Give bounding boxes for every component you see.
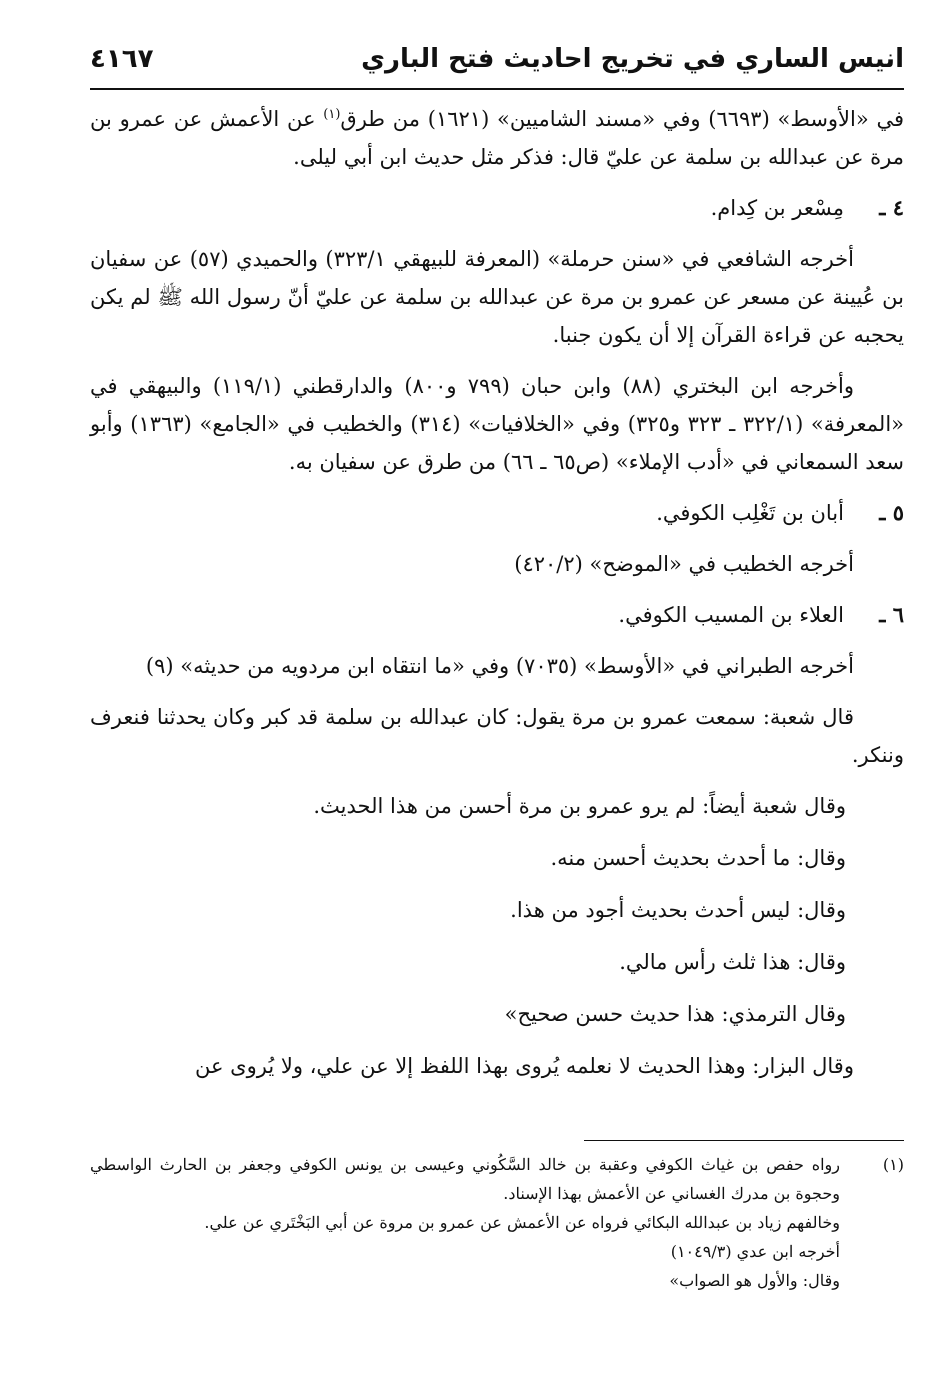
list-item-5-number: ٥ ـ [879,500,904,525]
footnote-1-line-2: وخالفهم زياد بن عبدالله البكائي فرواه عن الأعمش عن عمرو بن مروة عن أبي البَخْتَري عن علي. [204,1213,840,1232]
paragraph-5: أخرجه الطبراني في «الأوسط» (٧٠٣٥) وفي «ما انتقاه ابن مردويه من حديثه» (٩) [145,654,854,678]
paragraph-1 [90,100,904,176]
saying-2: وقال: ما أحدث بحديث أحسن منه. [550,846,846,870]
list-item-4-number: ٤ ـ [879,195,904,220]
footnote-1-line-1: رواه حفص بن غياث الكوفي وعقبة بن خالد السَّكُوني وعيسى بن يونس الكوفي وجعفر بن الحارث الواسطي وحجوة بن مدرك الغساني عن الأعمش بهذا الإسناد. [90,1155,840,1203]
main-text [90,100,904,1098]
saying-5: وقال الترمذي: هذا حديث حسن صحيح» [504,1002,846,1026]
paragraph-1-text-b: عن الأعمش عن عمرو بن مرة عن عبدالله بن سلمة عن عليّ قال: فذكر مثل حديث ابن أبي ليلى. [90,107,904,169]
paragraph-7: وقال البزار: وهذا الحديث لا نعلمه يُروى بهذا اللفظ إلا عن علي، ولا يُروى عن [194,1054,854,1078]
footnote-1-mark: (١) [882,1155,904,1174]
footnote-1 [90,1150,904,1295]
saying-1: وقال شعبة أيضاً: لم يرو عمرو بن مرة أحسن من هذا الحديث. [313,794,846,818]
paragraph-3: وأخرجه ابن البختري (٨٨) وابن حبان (٧٩٩ و٨٠٠) والدارقطني (١١٩/١) والبيهقي في «المعرفة» (٣٢٢/١ ـ ٣٢٣ و٣٢٥) وفي «الخلافيات» (٣١٤) والخطيب في «الجامع» (١٣٦٣) وأبو سعد السمعاني في «أدب الإملاء» (ص٦٥ ـ ٦٦) من طرق عن سفيان به. [90,374,904,474]
list-item-6-number: ٦ ـ [879,602,904,627]
list-item-6-title: العلاء بن المسيب الكوفي. [618,603,844,627]
list-item-4-title: مِسْعر بن كِدام. [710,196,844,220]
list-item-4 [90,189,904,227]
list-item-6 [90,596,904,634]
saying-3: وقال: ليس أحدث بحديث أجود من هذا. [510,898,846,922]
footnote-1-line-4: وقال: والأول هو الصواب» [669,1271,840,1290]
footnote-reference: (١) [323,107,341,122]
footnotes [90,1150,904,1295]
list-item-5 [90,494,904,532]
footnote-separator [584,1140,904,1141]
paragraph-1-text-a: في «الأوسط» (٦٦٩٣) وفي «مسند الشاميين» (١٦٢١) من طرق [340,107,905,131]
paragraph-4: أخرجه الخطيب في «الموضح» (٤٢٠/٢) [514,552,854,576]
list-item-5-title: أبان بن تَغْلِب الكوفي. [656,501,844,525]
running-title: انيس الساري في تخريج احاديث فتح الباري [361,44,904,74]
page-header [90,40,904,90]
page-number: ٤١٦٧ [90,44,154,74]
footnote-1-line-3: أخرجه ابن عدي (١٠٤٩/٣) [670,1242,840,1261]
paragraph-6: قال شعبة: سمعت عمرو بن مرة يقول: كان عبدالله بن سلمة قد كبر وكان يحدثنا فنعرف وننكر. [90,705,904,767]
saying-4: وقال: هذا ثلث رأس مالي. [619,950,846,974]
paragraph-2: أخرجه الشافعي في «سنن حرملة» (المعرفة للبيهقي ٣٢٣/١) والحميدي (٥٧) عن سفيان بن عُيينة عن مسعر عن عمرو بن مرة عن عبدالله بن سلمة عن عليّ أنّ رسول الله ﷺ لم يكن يحجبه عن قراءة القرآن إلا أن يكون جنبا. [90,247,904,347]
